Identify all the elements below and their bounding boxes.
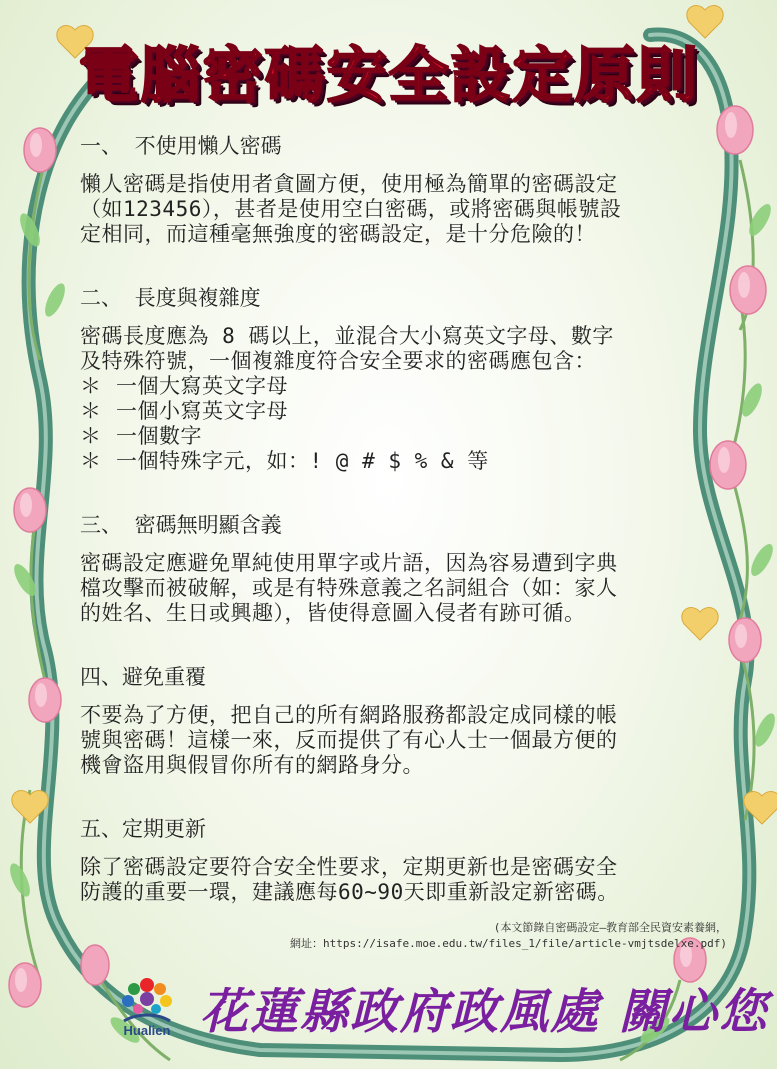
paragraph-line: 懶人密碼是指使用者貪圖方便，使用極為簡單的密碼設定 [80, 172, 618, 196]
list-item-text: 一個特殊字元，如：! @ # $ % & 等 [116, 449, 489, 473]
paragraph-line: 除了密碼設定要符合安全性要求，定期更新也是密碼安全 [80, 855, 618, 879]
list-item [80, 374, 730, 399]
asterisk-bullet-icon: ＊ [80, 374, 102, 398]
asterisk-bullet-icon: ＊ [80, 399, 102, 423]
section-paragraph [80, 324, 730, 474]
section-heading: 一、 不使用懶人密碼 [80, 134, 282, 159]
section-heading: 四、避免重覆 [80, 665, 206, 690]
list-item-text: 一個小寫英文字母 [116, 399, 288, 423]
source-url: 網址：https://isafe.moe.edu.tw/files_1/file/article-vmjtsdelxe.pdf) [290, 936, 727, 950]
source-line: (本文節錄自密碼設定—教育部全民資安素養網， [493, 921, 727, 934]
paragraph-line: （如123456），甚者是使用空白密碼，或將密碼與帳號設 [80, 197, 622, 221]
section-paragraph [80, 172, 730, 247]
list-item-text: 一個大寫英文字母 [116, 374, 288, 398]
list-item-text: 一個數字 [116, 424, 202, 448]
asterisk-bullet-icon: ＊ [80, 449, 102, 473]
logo-text: Hualien [123, 1023, 171, 1038]
section-no-lazy-password [80, 130, 730, 247]
list-item [80, 424, 730, 449]
paragraph-line: 防護的重要一環，建議應每60~90天即重新設定新密碼。 [80, 880, 619, 904]
asterisk-bullet-icon: ＊ [80, 424, 102, 448]
section-heading: 三、 密碼無明顯含義 [80, 513, 282, 538]
section-avoid-reuse [80, 661, 730, 778]
footer-slogan: 花蓮縣政府政風處 關心您 [200, 984, 769, 1040]
footer [0, 965, 777, 1055]
paragraph-line: 密碼設定應避免單純使用單字或片語，因為容易遭到字典 [80, 551, 618, 575]
list-item [80, 449, 730, 474]
section-paragraph [80, 703, 730, 778]
section-heading: 五、定期更新 [80, 817, 206, 842]
section-length-complexity [80, 282, 730, 474]
paragraph-line: 密碼長度應為 8 碼以上，並混合大小寫英文字母、數字 [80, 324, 614, 348]
section-paragraph [80, 855, 730, 905]
paragraph-line: 定相同，而這種毫無強度的密碼設定，是十分危險的！ [80, 222, 596, 246]
paragraph-line: 機會盜用與假冒你所有的網路身分。 [80, 753, 424, 777]
requirement-list [80, 374, 730, 474]
section-no-obvious-meaning [80, 509, 730, 626]
section-regular-update [80, 813, 730, 905]
source-citation [290, 920, 727, 952]
list-item [80, 399, 730, 424]
paragraph-line: 的姓名、生日或興趣），皆使得意圖入侵者有跡可循。 [80, 601, 586, 625]
section-heading: 二、 長度與複雜度 [80, 286, 261, 311]
paragraph-line: 號與密碼！這樣一來，反而提供了有心人士一個最方便的 [80, 728, 618, 752]
section-paragraph [80, 551, 730, 626]
paragraph-line: 不要為了方便，把自己的所有網路服務都設定成同樣的帳 [80, 703, 618, 727]
page-title: 電腦密碼安全設定原則 [78, 41, 699, 111]
paragraph-line: 及特殊符號，一個複雜度符合安全要求的密碼應包含： [80, 349, 596, 373]
paragraph-line: 檔攻擊而被破解，或是有特殊意義之名詞組合（如：家人 [80, 576, 618, 600]
content-body [80, 130, 730, 940]
